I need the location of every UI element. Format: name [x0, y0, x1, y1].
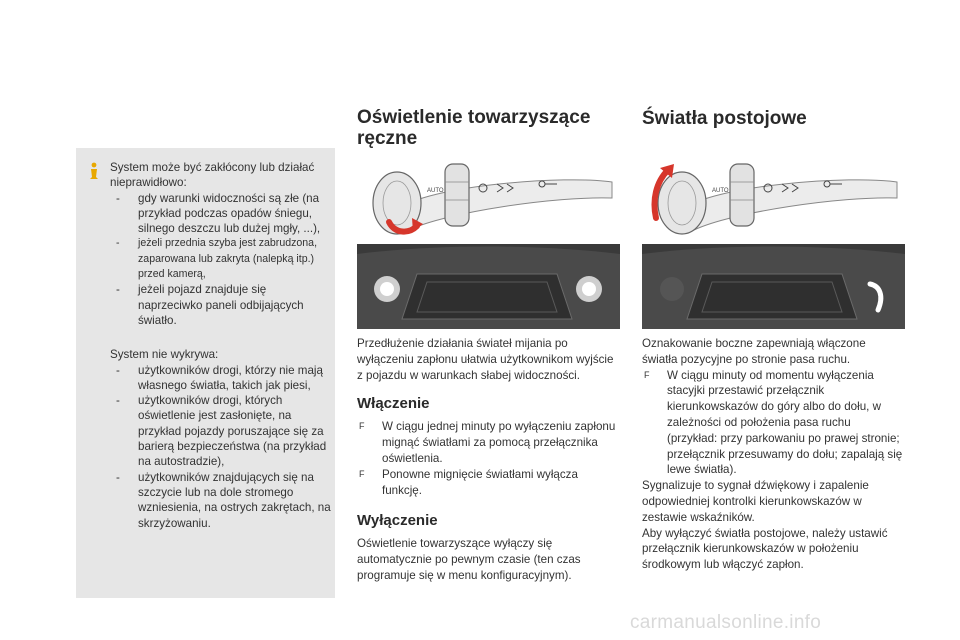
svg-text:AUTO: AUTO: [712, 188, 729, 194]
section2-list: [642, 368, 904, 479]
section2-para3: Aby wyłączyć światła postojowe, należy ustawić przełącznik kierunkowskazów w położeniu środkowym lub włączyć zapłon.: [642, 526, 888, 572]
section2-body: [642, 336, 904, 573]
section1-intro: Przedłużenie działania świateł mijania po wyłączeniu zapłonu ułatwia użytkownikom wyjście z pojazdu w warunkach słabej widoczności.: [357, 337, 614, 382]
arrow-bullet-icon: F: [359, 421, 365, 432]
list-item: - jeżeli pojazd znajduje się naprzeciwko paneli odbijających światło.: [116, 283, 304, 327]
info-list-2: [110, 363, 332, 531]
on-title: Włączenie: [357, 395, 430, 413]
list-item: - jeżeli przednia szyba jest zabrudzona, zaparowana lub zakryta (nalepką itp.) przed kamerą,: [116, 237, 318, 281]
watermark: carmanualsonline.info: [630, 612, 822, 633]
car-front-photo: [642, 244, 905, 329]
info-intro: System może być zakłócony lub działać nieprawidłowo:: [110, 161, 315, 190]
info-box: [76, 148, 335, 598]
list-item: - gdy warunki widoczności są złe (na przykład podczas opadów śniegu, silnego deszczu lub dużej mgły, ...),: [116, 191, 321, 236]
info-intro-2: System nie wykrywa:: [110, 348, 219, 362]
section-title: Światła postojowe: [642, 108, 807, 129]
info-list-1: [110, 191, 332, 329]
list-item: - użytkowników drogi, którzy nie mają własnego światła, takich jak piesi,: [116, 363, 323, 392]
section1-body: [357, 336, 617, 584]
section-title: Oświetlenie towarzyszące ręczne: [357, 107, 591, 149]
info-icon: [86, 162, 102, 180]
car-front-photo: [357, 244, 620, 329]
section2-intro: Oznakowanie boczne zapewniają włączone światła pozycyjne po stronie pasa ruchu.: [642, 337, 866, 366]
info-text: [110, 160, 332, 531]
svg-text:AUTO: AUTO: [427, 188, 444, 194]
arrow-bullet-icon: F: [359, 468, 365, 479]
light-stalk-illustration: [642, 160, 905, 240]
off-title: Wyłączenie: [357, 512, 438, 530]
light-stalk-illustration: [357, 160, 620, 240]
on-list: [357, 419, 617, 498]
list-item: F Ponowne mignięcie światłami wyłącza funkcję.: [359, 467, 578, 497]
arrow-bullet-icon: F: [644, 369, 650, 380]
list-item: F W ciągu jednej minuty po wyłączeniu zapłonu mignąć światłami za pomocą przełącznika oświetlenia.: [359, 420, 616, 465]
list-item: - użytkowników drogi, których oświetlenie jest zasłonięte, na przykład pojazdy poruszające się za barierą bezpieczeństwa (na przykład na autostradzie),: [116, 394, 327, 469]
section2-para2: Sygnalizuje to sygnał dźwiękowy i zapalenie odpowiedniej kontrolki kierunkowskazów w zestawie wskaźników.: [642, 479, 869, 524]
section1-off-text: Oświetlenie towarzyszące wyłączy się automatycznie po pewnym czasie (ten czas programuje się w menu konfiguracyjnym).: [357, 537, 581, 582]
list-item: - użytkowników znajdujących się na szczycie lub na dole stromego wzniesienia, na ostrych zakrętach, na skrzyżowaniu.: [116, 470, 331, 530]
list-item: F W ciągu minuty od momentu wyłączenia stacyjki przestawić przełącznik kierunkowskazów do góry albo do dołu, w zależności od położenia pasa ruchu (przykład: przy parkowaniu po prawej stronie; przełącznik przesuwamy do dołu; zapalają się lewe światła).: [644, 368, 903, 477]
